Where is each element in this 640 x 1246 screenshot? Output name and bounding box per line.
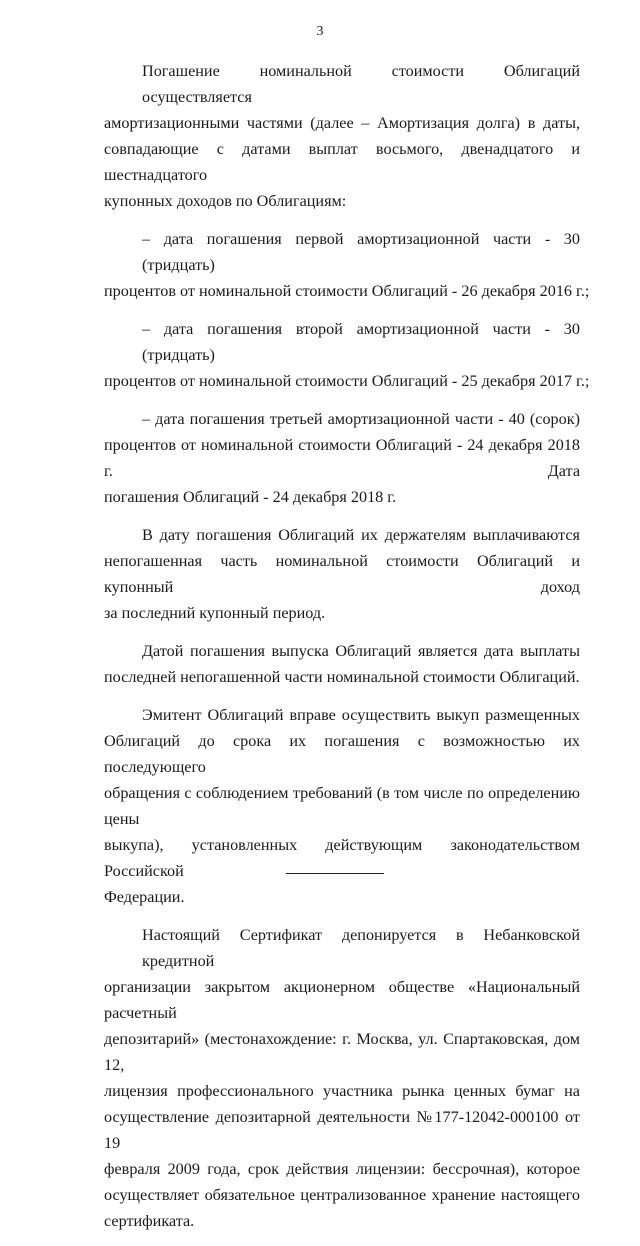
text-line: процентов от номинальной стоимости Облигаций - 26 декабря 2016 г.; xyxy=(104,282,590,300)
text-line: купонных доходов по Облигациям: xyxy=(104,192,347,210)
text-line: Погашение номинальной стоимости Облигаций осуществляется xyxy=(142,62,580,106)
text-line: В дату погашения Облигаций их держателям выплачиваются xyxy=(142,526,580,544)
text-line: Эмитент Облигаций вправе осуществить выкуп размещенных xyxy=(142,706,580,724)
paragraph-holder-payment xyxy=(104,522,580,626)
text-line: сертификата. xyxy=(104,1212,195,1230)
list-item-first-amortization xyxy=(104,226,590,304)
text-line: – дата погашения первой амортизационной части - 30 (тридцать) xyxy=(142,230,580,274)
document-body xyxy=(104,58,590,1246)
text-line: Датой погашения выпуска Облигаций является дата выплаты xyxy=(142,642,580,660)
text-line: осуществление депозитарной деятельности №177-12042-000100 от 19 xyxy=(104,1108,580,1152)
text-line: за последний купонный период. xyxy=(104,604,326,622)
text-line: Настоящий Сертификат депонируется в Небанковской кредитной xyxy=(142,926,580,970)
text-line: последней непогашенной части номинальной стоимости Облигаций. xyxy=(104,668,580,686)
text-line: совпадающие с датами выплат восьмого, двенадцатого и шестнадцатого xyxy=(104,140,580,184)
paragraph-redemption-terms xyxy=(104,58,580,214)
text-line: – дата погашения второй амортизационной части - 30 (тридцать) xyxy=(142,320,580,364)
text-line: Облигаций до срока их погашения с возможностью их последующего xyxy=(104,732,580,776)
text-line: процентов от номинальной стоимости Облигаций - 24 декабря 2018 г. Дата xyxy=(104,436,580,480)
text-line: – дата погашения третьей амортизационной части - 40 (сорок) xyxy=(142,410,580,428)
text-line: погашения Облигаций - 24 декабря 2018 г. xyxy=(104,488,397,506)
list-item-third-amortization xyxy=(104,406,580,510)
text-line: выкупа), установленных действующим законодательством Российской xyxy=(104,836,580,880)
list-item-second-amortization xyxy=(104,316,590,394)
text-line: непогашенная часть номинальной стоимости Облигаций и купонный доход xyxy=(104,552,580,596)
paragraph-depository xyxy=(104,922,580,1234)
text-line: Федерации. xyxy=(104,888,185,906)
paragraph-maturity-date xyxy=(104,638,580,690)
text-line: февраля 2009 года, срок действия лицензии: бессрочная), которое xyxy=(104,1160,580,1178)
text-line: лицензия профессионального участника рынка ценных бумаг на xyxy=(104,1082,580,1100)
text-line: обращения с соблюдением требований (в том числе по определению цены xyxy=(104,784,580,828)
text-line: депозитарий» (местонахождение: г. Москва, ул. Спартаковская, дом 12, xyxy=(104,1030,580,1074)
page-number: 3 xyxy=(316,24,324,39)
paragraph-buyback xyxy=(104,702,580,910)
text-line: процентов от номинальной стоимости Облигаций - 25 декабря 2017 г.; xyxy=(104,372,590,390)
text-line: организации закрытом акционерном обществе «Национальный расчетный xyxy=(104,978,580,1022)
text-line: амортизационными частями (далее – Амортизация долга) в даты, xyxy=(104,114,580,132)
text-line: осуществляет обязательное централизованное хранение настоящего xyxy=(104,1186,580,1204)
footer-divider xyxy=(286,873,384,874)
